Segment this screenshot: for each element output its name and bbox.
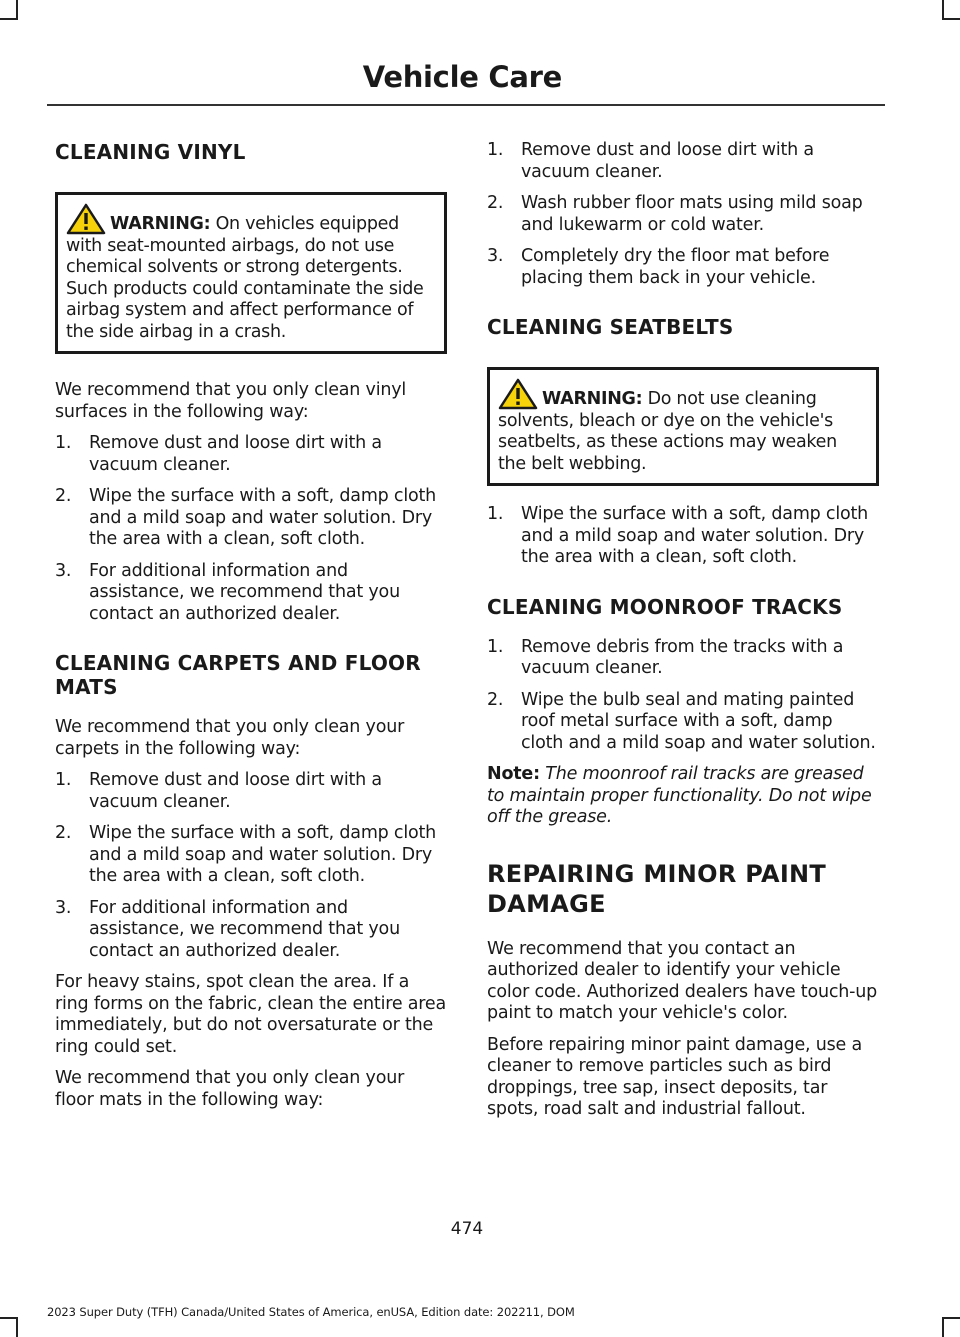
list-number: 2.	[487, 689, 504, 710]
list-item	[55, 770, 447, 813]
list-number: 1.	[55, 770, 72, 790]
list-item-text: Completely dry the floor mat before placing them back in your vehicle.	[521, 246, 830, 288]
list-item-text: For additional information and assistance, we recommend that you contact an authorized dealer.	[89, 897, 400, 961]
paragraph-paint-dealer: We recommend that you contact an authorized dealer to identify your vehicle color code. Authorized dealers have touch-up paint to match your vehicle's color.	[487, 938, 878, 1023]
list-item-text: Wash rubber floor mats using mild soap and lukewarm or cold water.	[521, 193, 863, 235]
list-item-text: Wipe the surface with a soft, damp cloth and a mild soap and water solution. Dry the area with a clean, soft cloth.	[521, 504, 869, 567]
warning-triangle-icon	[66, 203, 106, 235]
list-moonroof-steps	[487, 637, 879, 755]
list-item	[487, 637, 879, 680]
list-item-text: Remove dust and loose dirt with a vacuum cleaner.	[89, 770, 382, 812]
list-number: 3.	[55, 897, 72, 918]
section-heading-cleaning-vinyl: CLEANING VINYL	[55, 140, 246, 164]
list-item-text: For additional information and assistance, we recommend that you contact an authorized dealer.	[89, 560, 400, 624]
section-heading-cleaning-carpets: CLEANING CARPETS AND FLOOR MATS	[55, 651, 421, 699]
warning-box-seatbelts	[487, 367, 879, 486]
section-heading-cleaning-seatbelts: CLEANING SEATBELTS	[487, 315, 734, 339]
crop-mark	[942, 0, 944, 20]
left-column	[55, 140, 447, 1121]
list-item-text: Remove dust and loose dirt with a vacuum cleaner.	[521, 140, 814, 182]
page-header-title: Vehicle Care	[362, 60, 562, 94]
list-item	[55, 561, 447, 626]
list-item	[55, 898, 447, 963]
list-number: 3.	[487, 246, 504, 266]
heading-line: DAMAGE	[487, 889, 606, 918]
note-label: Note:	[487, 764, 540, 784]
list-seatbelt-steps	[487, 504, 879, 569]
note-moonroof	[487, 764, 879, 829]
list-item	[55, 433, 447, 476]
page-number: 474	[450, 1219, 484, 1239]
warning-label: WARNING:	[110, 214, 211, 234]
footer-edition-info: 2023 Super Duty (TFH) Canada/United States of America, enUSA, Edition date: 202211, DOM	[47, 1305, 575, 1319]
header-rule	[47, 104, 885, 106]
paragraph-paint-cleaner: Before repairing minor paint damage, use a cleaner to remove particles such as bird droppings, tree sap, insect deposits, tar spots, road salt and industrial fallout.	[487, 1034, 863, 1119]
warning-label: WARNING:	[542, 389, 643, 409]
list-number: 1.	[55, 433, 72, 453]
section-heading-cleaning-moonroof: CLEANING MOONROOF TRACKS	[487, 594, 843, 619]
warning-box-vinyl	[55, 192, 447, 354]
crop-mark	[942, 1317, 960, 1319]
crop-mark	[0, 18, 18, 20]
list-item-text: Remove dust and loose dirt with a vacuum cleaner.	[89, 433, 382, 475]
paragraph-heavy-stains: For heavy stains, spot clean the area. If a ring forms on the fabric, clean the entire area immediately, but do not oversaturate or the ring could set.	[55, 972, 446, 1057]
crop-mark	[942, 18, 960, 20]
crop-mark	[16, 1317, 18, 1337]
list-number: 2.	[55, 486, 72, 506]
list-number: 2.	[487, 193, 504, 213]
list-floor-mat-steps	[487, 140, 879, 289]
paragraph-vinyl-intro: We recommend that you only clean vinyl surfaces in the following way:	[55, 380, 407, 422]
note-text: The moonroof rail tracks are greased to maintain proper functionality. Do not wipe off the grease.	[487, 764, 872, 827]
list-vinyl-steps	[55, 433, 447, 625]
list-item	[487, 690, 879, 755]
list-item-text: Wipe the surface with a soft, damp cloth and a mild soap and water solution. Dry the area with a clean, soft cloth.	[89, 823, 437, 886]
list-item	[487, 140, 879, 183]
heading-line: REPAIRING MINOR PAINT	[487, 859, 827, 888]
list-item-text: Wipe the surface with a soft, damp cloth and a mild soap and water solution. Dry the area with a clean, soft cloth.	[89, 486, 437, 549]
list-carpet-steps	[55, 770, 447, 962]
list-item	[55, 486, 447, 551]
warning-text: Do not use cleaning solvents, bleach or dye on the vehicle's seatbelts, as these actions may weaken the belt webbing.	[498, 389, 837, 474]
paragraph-carpets-intro: We recommend that you only clean your carpets in the following way:	[55, 717, 405, 759]
crop-mark	[942, 1317, 944, 1337]
crop-mark	[0, 1317, 18, 1319]
list-item-text: Remove debris from the tracks with a vacuum cleaner.	[521, 636, 844, 678]
paragraph-floor-mats-intro: We recommend that you only clean your floor mats in the following way:	[55, 1068, 405, 1110]
list-number: 2.	[55, 823, 72, 843]
list-item	[55, 823, 447, 888]
list-number: 1.	[487, 140, 504, 160]
list-number: 3.	[55, 560, 72, 581]
crop-mark	[16, 0, 18, 20]
list-item	[487, 193, 879, 236]
list-item	[487, 246, 879, 289]
list-number: 1.	[487, 504, 504, 524]
right-column	[487, 140, 879, 1131]
list-item-text: Wipe the bulb seal and mating painted roof metal surface with a soft, damp cloth and a mild soap and water solution.	[521, 689, 876, 753]
section-heading-repairing-paint	[487, 859, 879, 919]
list-number: 1.	[487, 636, 504, 657]
warning-triangle-icon	[498, 378, 538, 410]
warning-text: On vehicles equipped with seat-mounted airbags, do not use chemical solvents or strong detergents. Such products could contaminate the side airbag system and affect performance of the side airbag in a crash.	[66, 214, 424, 342]
list-item	[487, 504, 879, 569]
